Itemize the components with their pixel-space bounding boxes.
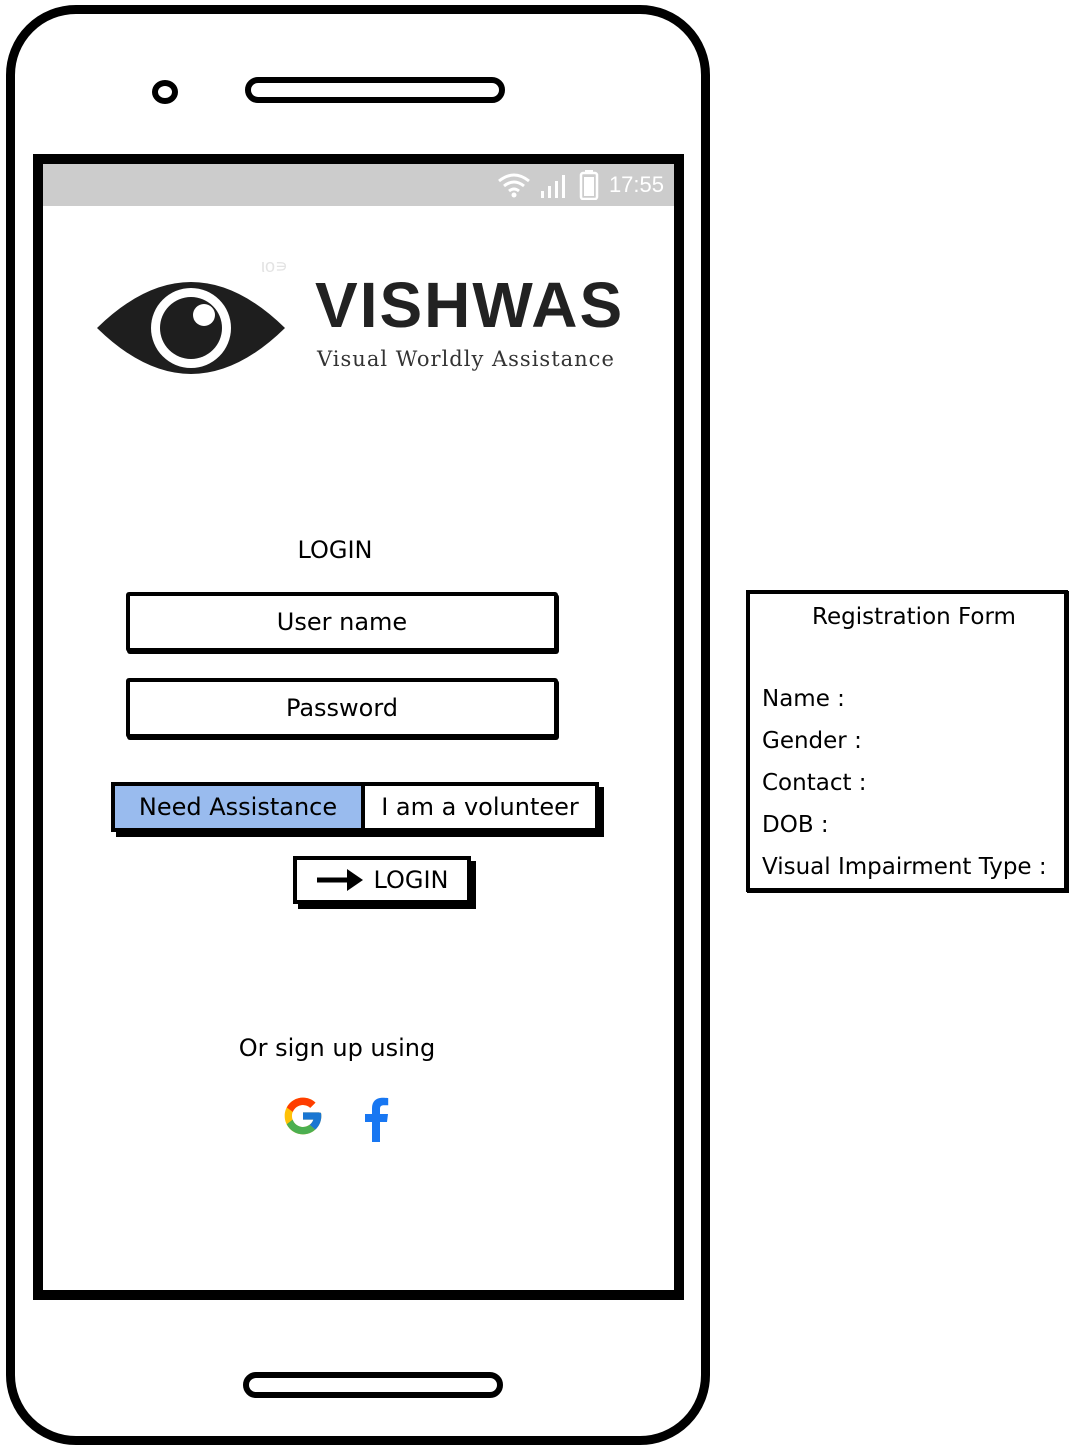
dob-field-label: DOB :: [762, 812, 829, 838]
status-bar: [43, 164, 674, 206]
logo-title: VISHWAS: [315, 269, 625, 341]
login-button[interactable]: [293, 856, 471, 904]
login-heading: LOGIN: [297, 536, 373, 564]
status-time: 17:55: [608, 172, 664, 197]
visual-impairment-field-label: Visual Impairment Type :: [762, 854, 1047, 880]
watermark: ιo∍: [261, 256, 288, 276]
arrow-right-icon: [315, 867, 365, 893]
home-button[interactable]: [243, 1372, 503, 1398]
gender-field-label: Gender :: [762, 728, 862, 754]
password-placeholder: Password: [285, 694, 399, 722]
registration-form-title: Registration Form: [812, 604, 1016, 630]
login-button-label: LOGIN: [373, 866, 449, 894]
name-field-label: Name :: [762, 686, 845, 712]
need-assistance-option[interactable]: Need Assistance: [115, 786, 365, 828]
eye-icon: [93, 272, 289, 384]
wifi-icon: [497, 172, 531, 198]
volunteer-option[interactable]: I am a volunteer: [381, 793, 579, 821]
username-placeholder: User name: [276, 608, 408, 636]
facebook-icon[interactable]: [361, 1096, 391, 1142]
signup-text: Or sign up using: [238, 1034, 436, 1062]
camera-icon: [152, 80, 178, 104]
google-icon[interactable]: [281, 1094, 325, 1138]
phone-screen: [33, 154, 684, 1300]
registration-form: [746, 590, 1068, 892]
password-input[interactable]: [126, 678, 558, 738]
role-toggle: [111, 782, 599, 832]
speaker-slot: [245, 77, 505, 103]
signal-icon: [539, 171, 571, 199]
logo-subtitle: Visual Worldly Assistance: [317, 347, 615, 371]
username-input[interactable]: [126, 592, 558, 652]
contact-field-label: Contact :: [762, 770, 867, 796]
battery-icon: [579, 170, 599, 200]
